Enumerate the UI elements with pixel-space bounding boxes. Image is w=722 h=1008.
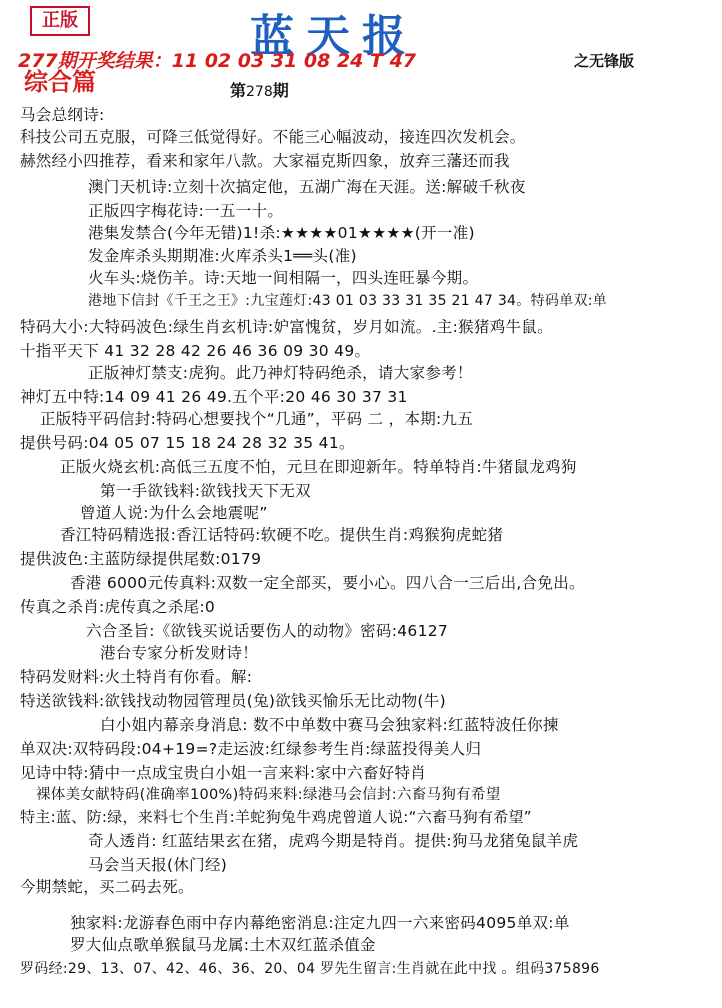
issue-prefix: 第 <box>230 81 247 100</box>
text-line: 港台专家分析发财诗！ <box>100 644 259 662</box>
text-line: 罗码经:29、13、07、42、46、36、20、04 罗先生留言:生肖就在此中找 。组码375896 <box>20 961 600 977</box>
text-line: 火车头:烧伤羊。诗:天地一间相隔一，四头连旺暴今期。 <box>88 269 479 287</box>
text-line: 传真之杀肖:虎传真之杀尾:0 <box>20 598 216 616</box>
text-line: 第一手欲钱料:欲钱找天下无双 <box>100 482 311 500</box>
text-line: 提供波色:主蓝防绿提供尾数:0179 <box>20 550 262 568</box>
text-line: 六合圣旨:《欲钱买说话要伤人的动物》密码:46127 <box>86 622 449 640</box>
text-line: 特码大小:大特码波色:绿生肖玄机诗:妒富愧贫，岁月如流。.主:猴猪鸡牛鼠。 <box>20 318 553 336</box>
text-line: 特送欲钱料:欲钱找动物园管理员(兔)欲钱买愉乐无比动物(牛) <box>20 692 446 710</box>
section-title: 综合篇 <box>24 67 96 96</box>
text-line: 裸体美女献特码(准确率100%)特码来料:绿港马会信封:六畜马狗有希望 <box>36 787 501 803</box>
text-line: 港地下信封《千王之王》:九宝莲灯:43 01 03 33 31 35 21 47 34。特码单双:单 <box>88 293 608 309</box>
text-line: 见诗中特:猜中一点成宝贵白小姐一言来料:家中六畜好特肖 <box>20 764 427 782</box>
issue-suffix: 期 <box>272 81 289 100</box>
issue-number: 278 <box>246 84 273 100</box>
text-line: 特主:蓝、防:绿，来料七个生肖:羊蛇狗兔牛鸡虎曾道人说:“六畜马狗有希望” <box>20 808 532 826</box>
text-line: 罗大仙点歌单猴鼠马龙属:土木双红蓝杀值金 <box>70 936 376 954</box>
text-line: 马会总纲诗: <box>20 106 105 124</box>
newspaper-title: 蓝天报 <box>250 11 418 62</box>
draw-result: 277期开奖结果：11 02 03 31 08 24 T 47 <box>18 50 417 72</box>
text-line: 正版火烧玄机:高低三五度不怕，元旦在即迎新年。特单特肖:牛猪鼠龙鸡狗 <box>60 458 577 476</box>
text-line: 神灯五中特:14 09 41 26 49.五个平:20 46 30 37 31 <box>20 388 408 406</box>
issue-label <box>230 78 289 101</box>
text-line: 赫然经小四推荐，看来和家年八款。大家福克斯四象，放弃三藩还而我 <box>20 152 510 170</box>
text-line: 奇人透肖: 红蓝结果玄在猪，虎鸡今期是特肖。提供:狗马龙猪兔鼠羊虎 <box>88 832 579 850</box>
text-line: 白小姐内幕亲身消息: 数不中单数中赛马会独家料:红蓝特波任你揀 <box>100 716 559 734</box>
text-line: 马会当天报(休门经) <box>88 856 228 874</box>
edition-badge: 正版 <box>30 6 90 36</box>
text-line: 港集发禁合(今年无错)1!杀:★★★★01★★★★(开一准) <box>88 224 475 242</box>
text-line: 正版四字梅花诗:一五一十。 <box>88 202 284 220</box>
text-line: 单双决:双特码段:04+19=?走运波:红绿参考生肖:绿蓝投得美人归 <box>20 740 482 758</box>
text-line: 独家料:龙游春色雨中存内幕绝密消息:注定九四一六来密码4095单双:单 <box>70 914 570 932</box>
text-line: 特码发财料:火土特肖有你看。解: <box>20 668 253 686</box>
text-line: 香港 6000元传真料:双数一定全部买，要小心。四八合一三后出,合免出。 <box>70 574 585 592</box>
text-line: 正版神灯禁支:虎狗。此乃神灯特码绝杀，请大家参考！ <box>88 364 473 382</box>
text-line: 十指平天下 41 32 28 42 26 46 36 09 30 49。 <box>20 342 371 360</box>
text-line: 今期禁蛇，买二码去死。 <box>20 878 194 896</box>
text-line: 香江特码精选报:香江话特码:软硬不吃。提供生肖:鸡猴狗虎蛇猪 <box>60 526 504 544</box>
text-line: 澳门天机诗:立刻十次搞定他，五湖广海在天涯。送:解破千秋夜 <box>88 178 526 196</box>
text-line: 曾道人说:为什么会地震呢” <box>80 504 268 522</box>
text-line: 正版特平码信封:特码心想要找个“几通”，平码 二 ，本期:九五 <box>40 410 474 428</box>
text-line: 提供号码:04 05 07 15 18 24 28 32 35 41。 <box>20 434 355 452</box>
edition-label: 之无锋版 <box>574 52 635 70</box>
text-line: 科技公司五克服，可降三低觉得好。不能三心幅波动，接连四次发机会。 <box>20 128 526 146</box>
text-line: 发金库杀头期期准:火库杀头1══头(准) <box>88 247 357 265</box>
